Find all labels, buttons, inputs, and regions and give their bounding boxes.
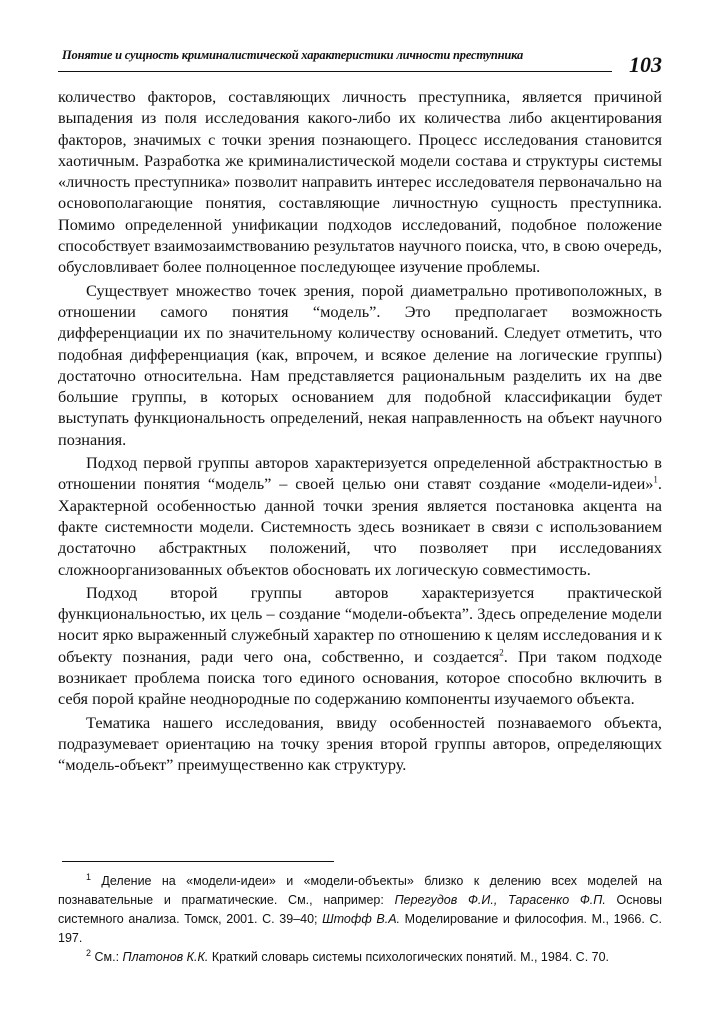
footnote-ref-1[interactable]: 1 (653, 474, 658, 485)
footnote-2-mark: 2 (86, 947, 92, 958)
footnote-2-text-b: Краткий словарь системы психологических понятий. М., 1984. С. 70. (208, 950, 610, 964)
footnote-1 (58, 872, 662, 948)
footnote-1-text-a: Деление на «модели-идеи» и «модели-объекты» близко к делению всех моделей на познавательные и прагматические. См., например: (58, 874, 662, 907)
paragraph-4 (58, 582, 662, 710)
page-number: 103 (629, 52, 662, 77)
footnote-rule (62, 861, 334, 862)
running-header: Понятие и сущность криминалистической характеристики личности преступника (62, 48, 524, 62)
footnote-1-author-a: Перегудов Ф.И., Тарасенко Ф.П. (394, 893, 606, 907)
paragraph-3-part-1: Подход первой группы авторов характеризуется определенной абстрактностью в отношении понятия “модель” – своей целью они ставят создание «модели-идеи» (58, 453, 662, 494)
paragraph-3-part-2: . Характерной особенностью данной точки зрения является постановка акцента на факте системности модели. Системность здесь возникает в связи с использованием достаточно абстрактных положений, что позволяет при исследованиях сложноорганизованных объектов обосновать их логическую совместимость. (58, 474, 662, 579)
paragraph-2: Существует множество точек зрения, порой диаметрально противоположных, в отношении самого понятия “модель”. Это предполагает возможность дифференциации их по значительному количеству оснований. Следует отметить, что подобная дифференциация (как, впрочем, и всякое деление на логические группы) достаточно относительна. Нам представляется рациональным разделить их на две большие группы, в которых основанием для подобной классификации будет выступать функциональность определений, некая направленность на объект научного познания. (58, 280, 662, 449)
paragraph-5: Тематика нашего исследования, ввиду особенностей познаваемого объекта, подразумевает ориентацию на точку зрения второй группы авторов, определяющих “модель-объект” преимущественно как структуру. (58, 712, 662, 775)
paragraph-3 (58, 452, 662, 580)
footnote-1-text-c: Моделирование и философия. М., 1966. С. 197. (58, 912, 662, 945)
footnote-2-author-a: Платонов К.К. (122, 950, 209, 964)
footnote-1-author-b: Штофф В.А. (322, 912, 401, 926)
footnotes (58, 872, 662, 967)
footnote-1-mark: 1 (86, 871, 92, 882)
paragraph-1: количество факторов, составляющих личность преступника, является причиной выпадения из поля исследования какого-либо их количества либо акцентирования факторов, значимых с точки зрения познающего. Процесс исследования становится хаотичным. Разработка же криминалистической модели состава и структуры системы «личность преступника» позволит направить интерес исследователя первоначально на основополагающие понятия, составляющие личностную сущность преступника. Помимо определенной унификации подходов исследований, подобное положение способствует взаимозаимствованию результатов научного поиска, что, в свою очередь, обусловливает более полноценное последующее изучение проблемы. (58, 87, 662, 277)
footnote-1-text-b: Основы системного анализа. Томск, 2001. С. 39–40; (58, 893, 662, 926)
paragraph-4-part-2: . При таком подходе возникает проблема поиска того единого основания, которое способно включить в себя порой крайне неоднородные по содержанию компоненты изучаемого объекта. (58, 646, 662, 709)
footnote-2 (58, 948, 662, 967)
footnote-ref-2[interactable]: 2 (499, 647, 504, 658)
paragraph-4-part-1: Подход второй группы авторов характеризуется практической функциональностью, их цель – создание “модели-объекта”. Здесь определение модели носит ярко выраженный служебный характер по отношению к целям исследования и к объекту познания, ради чего она, собственно, и создается (58, 582, 662, 666)
header-rule (58, 71, 612, 72)
footnote-2-text-a: См.: (94, 950, 123, 964)
main-text (58, 86, 662, 776)
